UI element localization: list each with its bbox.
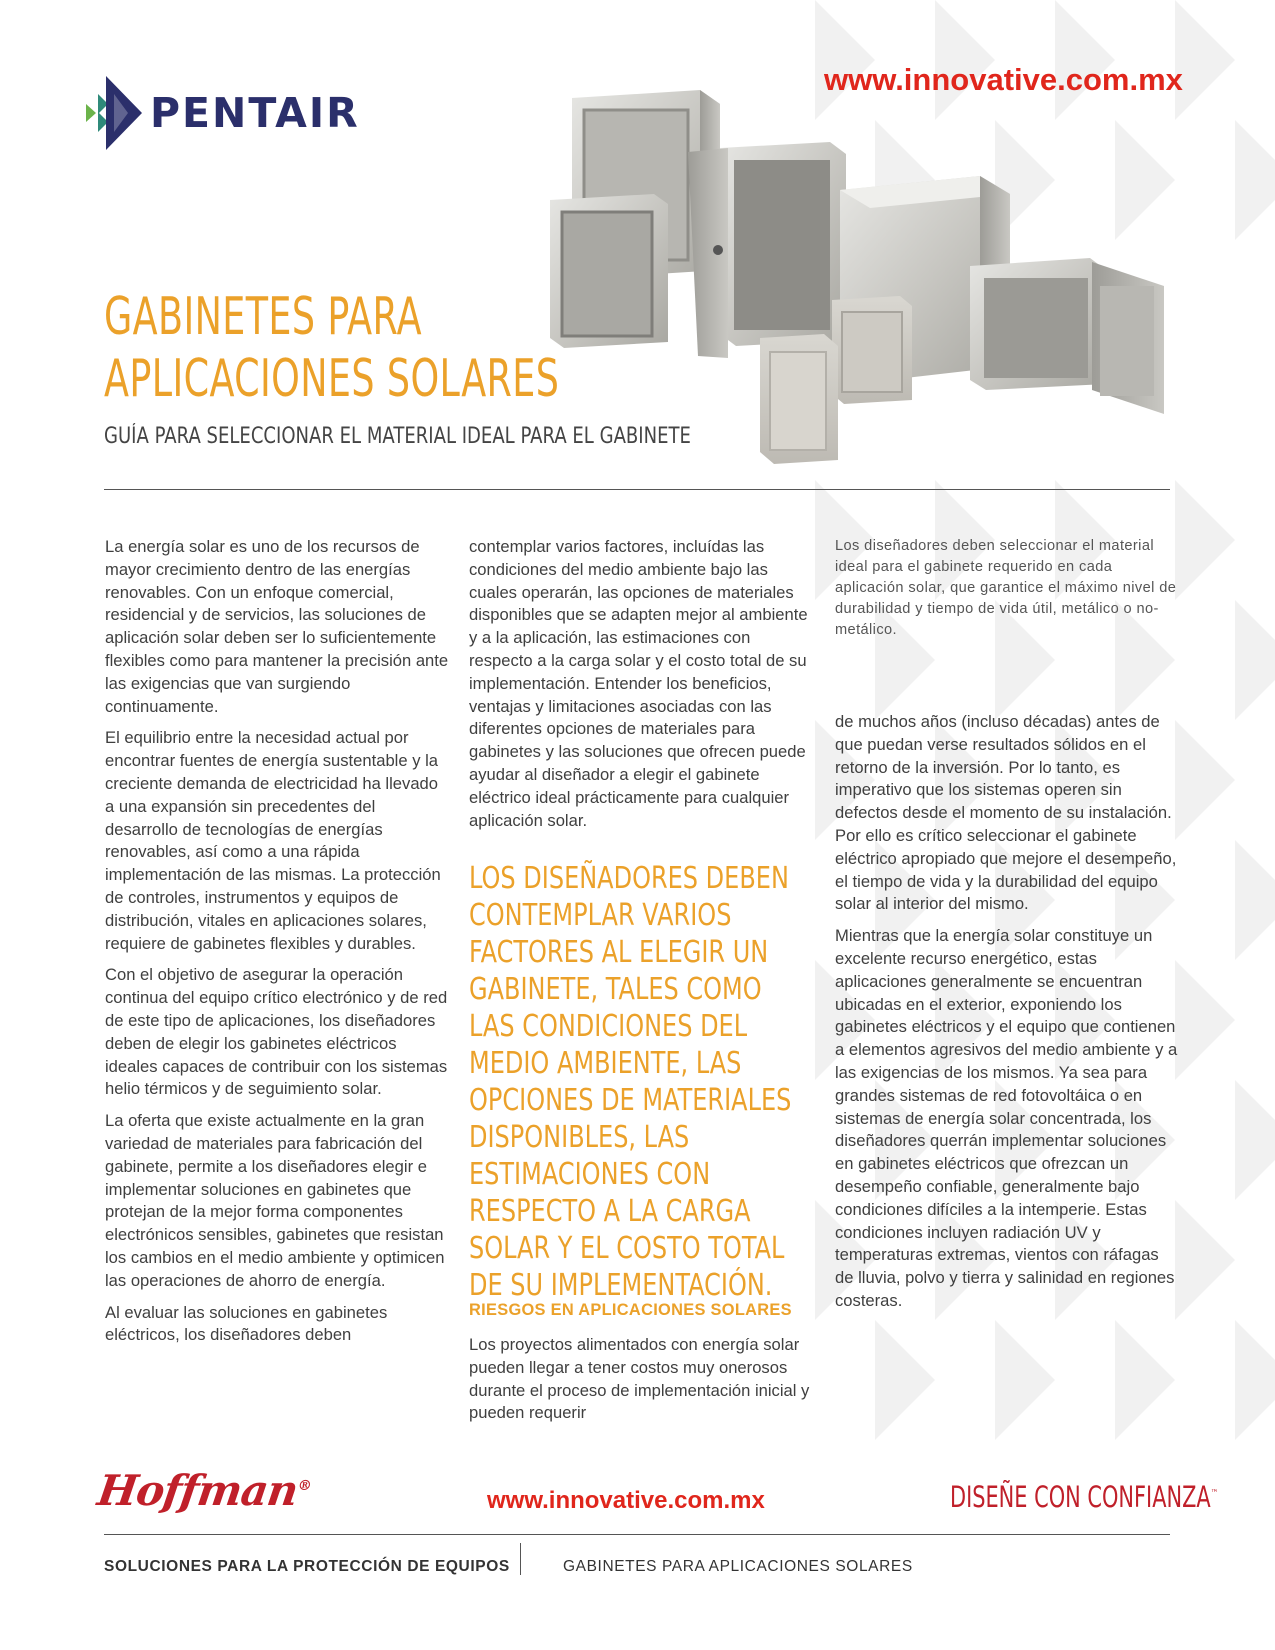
paragraph: Mientras que la energía solar constituye un excelente recurso energético, estas aplicaciones generalmente se encuentran ubicadas en el exterior, exponiendo los gabinetes eléctricos y el equipo que contienen a elementos agresivos del medio ambiente y a las exigencias de los mismos. Ya sea para grandes sistemas de red fotovoltáica o en sistemas de energía solar concentrada, los diseñadores querrán implementar soluciones en gabinetes eléctricos que ofrezcan un desempeño confiable, generalmente bajo condiciones difíciles a la intemperie. Estas condiciones incluyen radiación UV y temperaturas extremas, vientos con ráfagas de lluvia, polvo y tierra y salinidad en regiones costeras.	[835, 926, 1178, 1310]
text-column-1	[105, 536, 450, 1356]
enclosures-product-image	[550, 90, 1230, 470]
pull-quote: LOS DISEÑADORES DEBEN CONTEMPLAR VARIOS FACTORES AL ELEGIR UN GABINETE, TALES COMO LAS CONDICIONES DEL MEDIO AMBIENTE, LAS OPCIONES DE MATERIALES DISPONIBLES, LAS ESTIMACIONES CON RESPECTO A LA CARGA SOLAR Y EL COSTO TOTAL DE SU IMPLEMENTACIÓN.	[469, 861, 792, 1304]
header-divider	[104, 489, 1170, 490]
paragraph: Al evaluar las soluciones en gabinetes eléctricos, los diseñadores deben	[105, 1302, 388, 1345]
page-title	[104, 286, 559, 410]
pentair-logo[interactable]	[84, 74, 360, 152]
website-url-top[interactable]: www.innovative.com.mx	[824, 62, 1183, 97]
paragraph: Con el objetivo de asegurar la operación continua del equipo crítico electrónico y de red de este tipo de aplicaciones, los diseñadores deben de elegir los gabinetes eléctricos ideales capaces de contribuir con los sistemas helio térmicos y de seguimiento solar.	[105, 965, 448, 1099]
title-line-1: GABINETES PARA	[104, 287, 422, 347]
title-line-2: APLICACIONES SOLARES	[104, 349, 560, 409]
text-column-2	[469, 536, 814, 1304]
paragraph: Los proyectos alimentados con energía solar pueden llegar a tener costos muy onerosos durante el proceso de implementación inicial y pueden requerir	[469, 1335, 810, 1423]
trademark-mark: ™	[1210, 1488, 1218, 1500]
footer-divider	[104, 1534, 1170, 1535]
page-subtitle: GUÍA PARA SELECCIONAR EL MATERIAL IDEAL PARA EL GABINETE	[104, 424, 691, 449]
footer-document-title: GABINETES PARA APLICACIONES SOLARES	[563, 1558, 913, 1575]
footer-section-label: SOLUCIONES PARA LA PROTECCIÓN DE EQUIPOS	[104, 1558, 510, 1575]
slogan-text: DISEÑE CON CONFIANZA	[950, 1480, 1211, 1514]
pentair-logo-icon	[84, 74, 144, 152]
text-column-3	[835, 711, 1180, 1322]
paragraph: de muchos años (incluso décadas) antes de que puedan verse resultados sólidos en el retorno de la inversión. Por lo tanto, es imperativo que los sistemas operen sin defectos desde el momento de su instalación. Por ello es crítico seleccionar el gabinete eléctrico apropiado que mejore el desempeño, el tiempo de vida y la durabilidad del equipo solar al interior del mismo.	[835, 712, 1177, 914]
hoffman-logo[interactable]	[95, 1466, 314, 1515]
paragraph: La energía solar es uno de los recursos de mayor crecimiento dentro de las energías renovables. Con un enfoque comercial, residencial y de servicios, las soluciones de aplicación solar deben ser lo suficientemente flexibles como para mantener la precisión ante las exigencias que van surgiendo continuamente.	[105, 537, 449, 716]
paragraph: El equilibrio entre la necesidad actual por encontrar fuentes de energía sustentable y la creciente demanda de electricidad ha llevado a una expansión sin precedentes del desarrollo de tecnologías de energías renovables, así como a una rápida implementación de las mismas. La protección de controles, instrumentos y equipos de distribución, vitales en aplicaciones solares, requiere de gabinetes flexibles y durables.	[105, 728, 441, 953]
section-heading-riesgos: RIESGOS EN APLICACIONES SOLARES	[469, 1301, 792, 1319]
paragraph: Los diseñadores deben seleccionar el material ideal para el gabinete requerido en cada aplicación solar, que garantice el máximo nivel de durabilidad y tiempo de vida útil, metálico o no-metálico.	[835, 538, 1177, 638]
registered-mark: ®	[296, 1478, 312, 1494]
website-url-bottom[interactable]: www.innovative.com.mx	[487, 1487, 765, 1514]
text-column-2-continued	[469, 1334, 814, 1434]
brand-name: PENTAIR	[150, 89, 360, 137]
hoffman-wordmark: Hoffman	[94, 1466, 301, 1515]
slogan	[950, 1480, 1218, 1514]
footer-separator	[520, 1543, 521, 1575]
intro-callout	[835, 536, 1180, 650]
paragraph: La oferta que existe actualmente en la gran variedad de materiales para fabricación del gabinete, permite a los diseñadores elegir e implementar soluciones en gabinetes que protejan de la mejor forma componentes electrónicos sensibles, gabinetes que resistan los cambios en el medio ambiente y optimicen las operaciones de ahorro de energía.	[105, 1111, 445, 1290]
paragraph: contemplar varios factores, incluídas las condiciones del medio ambiente bajo las cuales operarán, las opciones de materiales disponibles que se adapten mejor al ambiente y a la aplicación, las estimaciones con respecto a la carga solar y el costo total de su implementación. Entender los beneficios, ventajas y limitaciones asociadas con las diferentes opciones de materiales para gabinetes y las soluciones que ofrecen puede ayudar al diseñador a elegir el gabinete eléctrico ideal prácticamente para cualquier aplicación solar.	[469, 537, 808, 830]
